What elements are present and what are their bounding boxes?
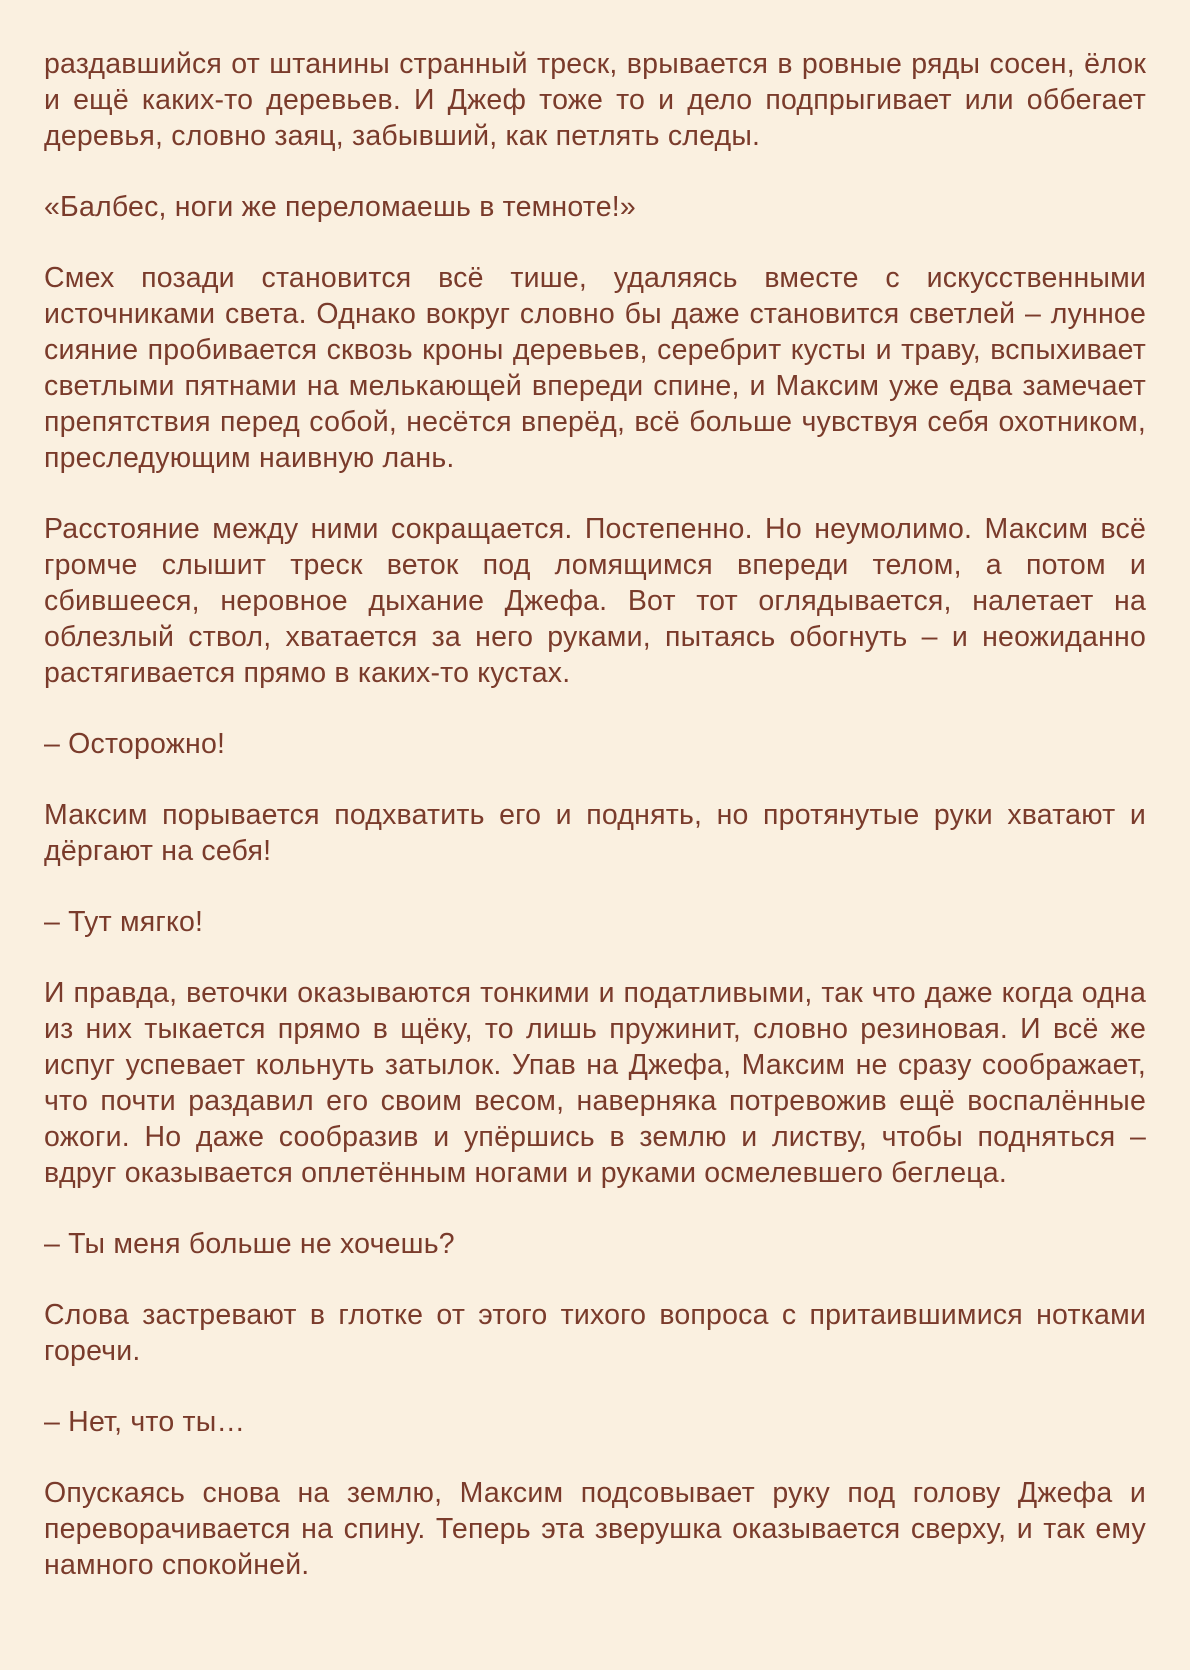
paragraph-9: – Ты меня больше не хочешь? (44, 1228, 455, 1260)
paragraph-7: – Тут мягко! (44, 906, 204, 938)
paragraph-2: «Балбес, ноги же переломаешь в темноте!» (44, 191, 636, 223)
paragraph-8: И правда, веточки оказываются тонкими и податливыми, так что даже когда одна из них тыкается прямо в щёку, то лишь пружинит, словно резиновая. И всё же испуг успевает кольнуть затылок. Упав на Джефа, Максим не сразу соображает, что почти раздавил его своим весом, наверняка потревожив ещё воспалённые ожоги. Но даже сообразив и упёршись в землю и листву, чтобы подняться – вдруг оказывается оплетённым ногами и руками осмелевшего беглеца. (44, 977, 1146, 1189)
paragraph-11: – Нет, что ты… (44, 1406, 246, 1438)
paragraph-10: Слова застревают в глотке от этого тихого вопроса с притаившимися нотками горечи. (44, 1299, 1146, 1367)
paragraph-5: – Осторожно! (44, 728, 226, 760)
paragraph-12: Опускаясь снова на землю, Максим подсовывает руку под голову Джефа и переворачивается на спину. Теперь эта зверушка оказывается сверху, и так ему намного спокойней. (44, 1477, 1146, 1581)
paragraph-3: Смех позади становится всё тише, удаляясь вместе с искусственными источниками света. Однако вокруг словно бы даже становится светлей – лунное сияние пробивается сквозь кроны деревьев, серебрит кусты и траву, вспыхивает светлыми пятнами на мелькающей впереди спине, и Максим уже едва замечает препятствия перед собой, несётся вперёд, всё больше чувствуя себя охотником, преследующим наивную лань. (44, 262, 1146, 474)
paragraph-1: раздавшийся от штанины странный треск, врывается в ровные ряды сосен, ёлок и ещё каких-то деревьев. И Джеф тоже то и дело подпрыгивает или оббегает деревья, словно заяц, забывший, как петлять следы. (44, 48, 1146, 152)
paragraph-4: Расстояние между ними сокращается. Постепенно. Но неумолимо. Максим всё громче слышит треск веток под ломящимся впереди телом, а потом и сбившееся, неровное дыхание Джефа. Вот тот оглядывается, налетает на облезлый ствол, хватается за него руками, пытаясь обогнуть – и неожиданно растягивается прямо в каких-то кустах. (44, 513, 1146, 689)
paragraph-6: Максим порывается подхватить его и поднять, но протянутые руки хватают и дёргают на себя! (44, 799, 1146, 867)
